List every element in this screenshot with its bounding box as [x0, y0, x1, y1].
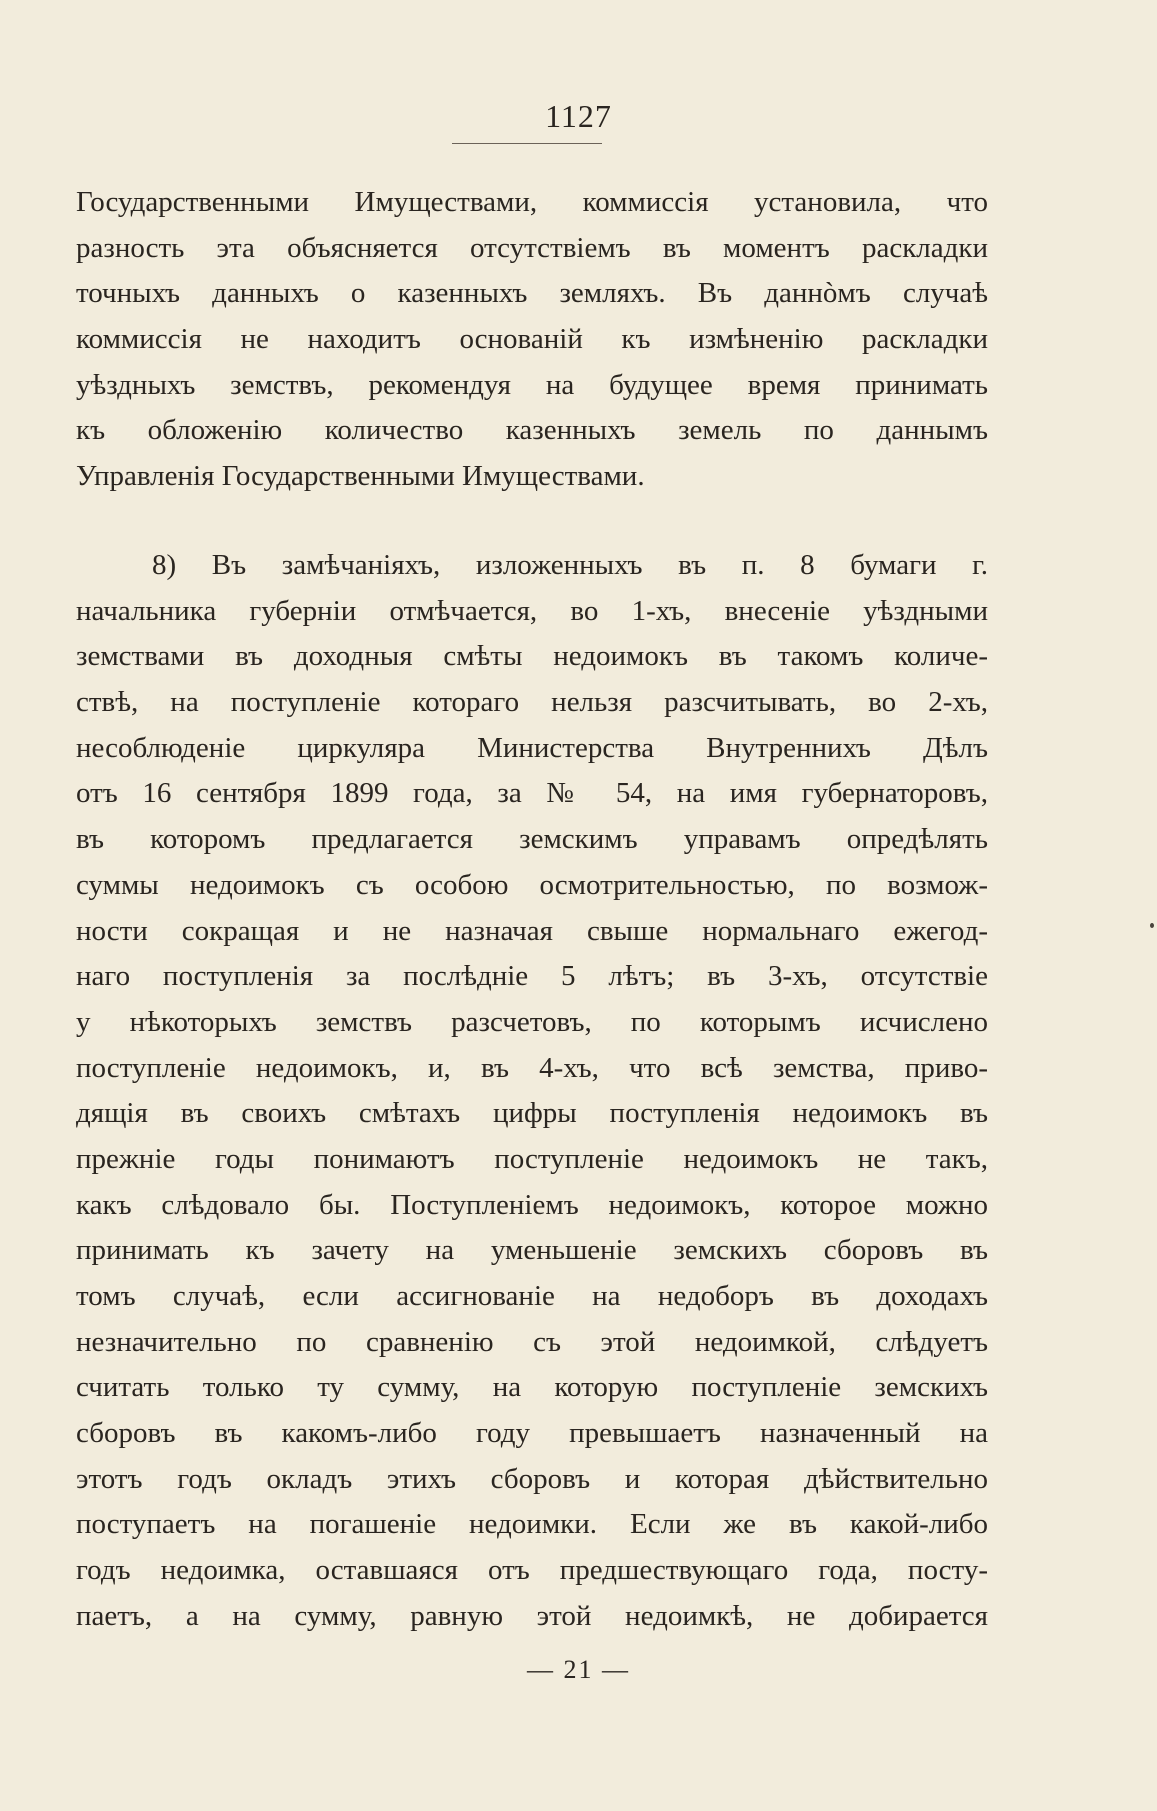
- text-line: Управленія Государственными Имуществами.: [76, 460, 645, 493]
- text-line: поступленіе недоимокъ, и, въ 4-хъ, что всѣ земства, приво-: [76, 1051, 988, 1084]
- text-line: несоблюденіе циркуляра Министерства Внутреннихъ Дѣлъ: [76, 731, 988, 764]
- text-line: ствѣ, на поступленіе котораго нельзя разсчитывать, во 2-хъ,: [76, 686, 988, 719]
- text-line: къ обложенію количество казенныхъ земель по даннымъ: [76, 414, 988, 447]
- text-line: въ которомъ предлагается земскимъ управамъ опредѣлять: [76, 823, 988, 856]
- text-line: поступаетъ на погашеніе недоимки. Если же въ какой-либо: [76, 1508, 988, 1541]
- text-line: незначительно по сравненію съ этой недоимкой, слѣдуетъ: [76, 1325, 988, 1358]
- header-rule: [452, 143, 602, 144]
- text-line: паетъ, а на сумму, равную этой недоимкѣ, не добирается: [76, 1599, 988, 1632]
- signature-mark: — 21 —: [527, 1655, 630, 1684]
- text-line: суммы недоимокъ съ особою осмотрительностью, по возмож-: [76, 868, 988, 901]
- text-line: 8) Въ замѣчаніяхъ, изложенныхъ въ п. 8 бумаги г.: [152, 549, 988, 581]
- text-line: прежніе годы понимаютъ поступленіе недоимокъ не такъ,: [76, 1142, 988, 1175]
- paragraph-1: [76, 180, 988, 500]
- text-line: ности сокращая и не назначая свыше нормальнаго ежегод-: [76, 914, 988, 947]
- text-line: отъ 16 сентября 1899 года, за № 54, на имя губернаторовъ,: [76, 777, 988, 810]
- page-number: 1127: [545, 98, 612, 134]
- text-line: какъ слѣдовало бы. Поступленіемъ недоимокъ, которое можно: [76, 1188, 988, 1221]
- text-line: томъ случаѣ, если ассигнованіе на недоборъ въ доходахъ: [76, 1280, 988, 1312]
- text-line: дящія въ своихъ смѣтахъ цифры поступленія недоимокъ въ: [76, 1097, 988, 1130]
- text-line: сборовъ въ какомъ-либо году превышаетъ назначенный на: [76, 1417, 988, 1450]
- text-line: Государственными Имуществами, коммиссія установила, что: [76, 186, 988, 218]
- text-line: годъ недоимка, оставшаяся отъ предшествующаго года, посту-: [76, 1554, 988, 1587]
- text-line: считать только ту сумму, на которую поступленіе земскихъ: [76, 1371, 988, 1404]
- text-line: начальника губерніи отмѣчается, во 1-хъ, внесеніе уѣздными: [76, 594, 988, 627]
- text-line: точныхъ данныхъ о казенныхъ земляхъ. Въ даннòмъ случаѣ: [76, 277, 988, 310]
- text-line: этотъ годъ окладъ этихъ сборовъ и которая дѣйствительно: [76, 1462, 988, 1495]
- text-line: принимать къ зачету на уменьшеніе земскихъ сборовъ въ: [76, 1234, 988, 1267]
- paragraph-2: [76, 543, 988, 1640]
- text-line: у нѣкоторыхъ земствъ разсчетовъ, по которымъ исчислено: [76, 1005, 988, 1038]
- text-line: наго поступленія за послѣдніе 5 лѣтъ; въ 3-хъ, отсутствіе: [76, 960, 988, 993]
- text-line: земствами въ доходныя смѣты недоимокъ въ такомъ количе-: [76, 640, 988, 673]
- scan-speck: [1150, 923, 1154, 928]
- text-line: разность эта объясняется отсутствіемъ въ моментъ раскладки: [76, 231, 988, 264]
- text-line: уѣздныхъ земствъ, рекомендуя на будущее время принимать: [76, 368, 988, 401]
- text-line: коммиссія не находитъ основаній къ измѣненію раскладки: [76, 323, 988, 356]
